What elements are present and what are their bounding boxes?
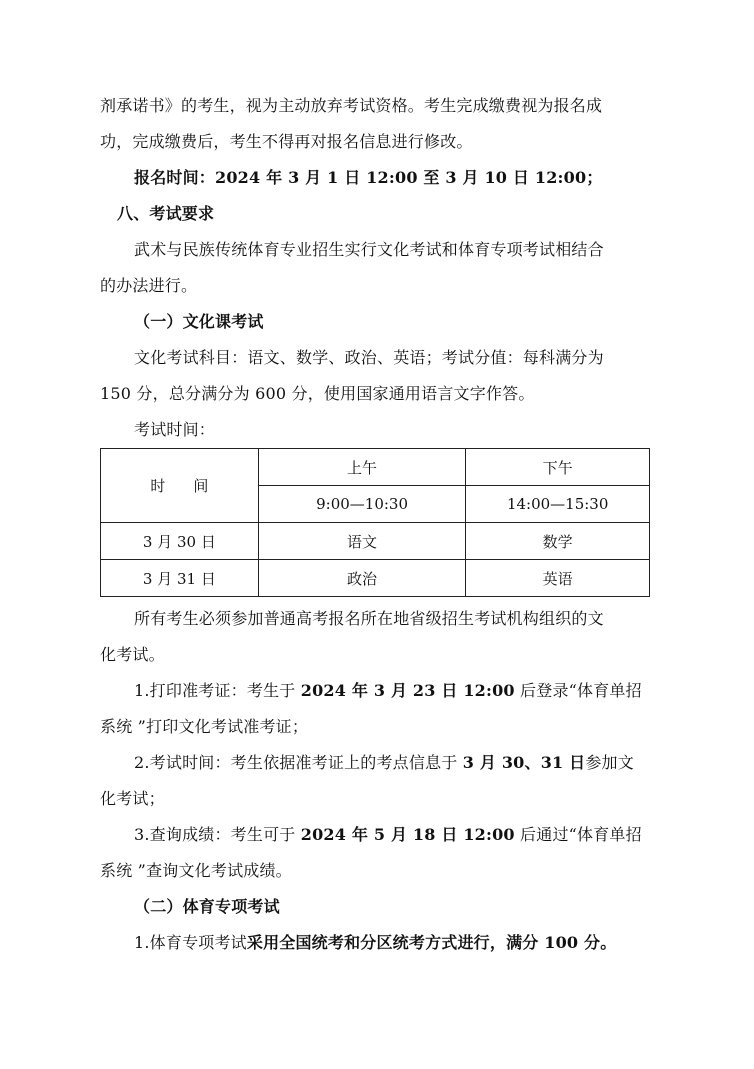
sports-prefix: 1.体育专项考试 [134,933,247,952]
item-1-print-admission-ticket [100,673,660,709]
item-1-date: 2024 年 3 月 23 日 12:00 [300,681,515,700]
item-3-prefix: 3.查询成绩：考生可于 [134,825,301,844]
morning-subject-cell: 语文 [258,523,466,560]
intro-line2: 的办法进行。 [100,276,198,295]
item-3-line2: 系统 ”查询文化考试成绩。 [100,861,292,880]
item-2-date: 3 月 30、31 日 [462,753,586,772]
time-header-label: 时间 [150,477,237,495]
item-1-line2: 系统 ”打印文化考试准考证； [100,717,309,736]
subjects-line2: 150 分，总分满分为 600 分，使用国家通用语言文字作答。 [100,384,535,403]
exam-time-label: 考试时间： [134,420,216,439]
item-2-line2: 化考试； [100,789,165,808]
paragraph-registration-line2: 功，完成缴费后，考生不得再对报名信息进行修改。 [100,132,473,151]
document-page [100,88,660,961]
item-2-prefix: 2.考试时间：考生依据准考证上的考点信息于 [134,753,463,772]
signup-time: 报名时间：2024 年 3 月 1 日 12:00 至 3 月 10 日 12:00； [134,168,603,187]
item-2-exam-time [100,745,660,781]
item-2-suffix: 参加文 [585,753,634,772]
table-header-row [101,449,650,486]
sports-method: 采用全国统考和分区统考方式进行，满分 100 分。 [246,933,617,952]
exam-schedule-table-wrap [100,448,660,597]
afternoon-subject-cell: 英语 [466,560,650,597]
item-3-suffix: 后通过“体育单招 [514,825,642,844]
all-candidates-line2: 化考试。 [100,645,165,664]
table-row [101,523,650,560]
section-8-title: 八、考试要求 [117,204,215,223]
morning-time-cell: 9:00—10:30 [258,486,466,523]
morning-header-cell: 上午 [258,449,466,486]
intro-line1: 武术与民族传统体育专业招生实行文化考试和体育专项考试相结合 [134,240,604,259]
paragraph-registration-line1: 剂承诺书》的考生，视为主动放弃考试资格。考生完成缴费视为报名成 [100,96,603,115]
all-candidates-line1: 所有考生必须参加普通高考报名所在地省级招生考试机构组织的文 [134,609,604,628]
sports-exam-item-1 [100,925,660,961]
afternoon-header-cell: 下午 [466,449,650,486]
item-3-query-score [100,817,660,853]
item-3-date: 2024 年 5 月 18 日 12:00 [300,825,515,844]
subsection-culture-exam-title: （一）文化课考试 [134,312,264,331]
time-header-cell [101,449,259,523]
morning-subject-cell: 政治 [258,560,466,597]
item-1-suffix: 后登录“体育单招 [514,681,642,700]
exam-schedule-table [100,448,650,597]
date-cell: 3 月 30 日 [101,523,259,560]
date-cell: 3 月 31 日 [101,560,259,597]
item-1-prefix: 1.打印准考证：考生于 [134,681,301,700]
table-row [101,560,650,597]
subjects-line1: 文化考试科目：语文、数学、政治、英语；考试分值：每科满分为 [134,348,604,367]
subsection-sports-exam-title: （二）体育专项考试 [134,897,280,916]
afternoon-time-cell: 14:00—15:30 [466,486,650,523]
afternoon-subject-cell: 数学 [466,523,650,560]
